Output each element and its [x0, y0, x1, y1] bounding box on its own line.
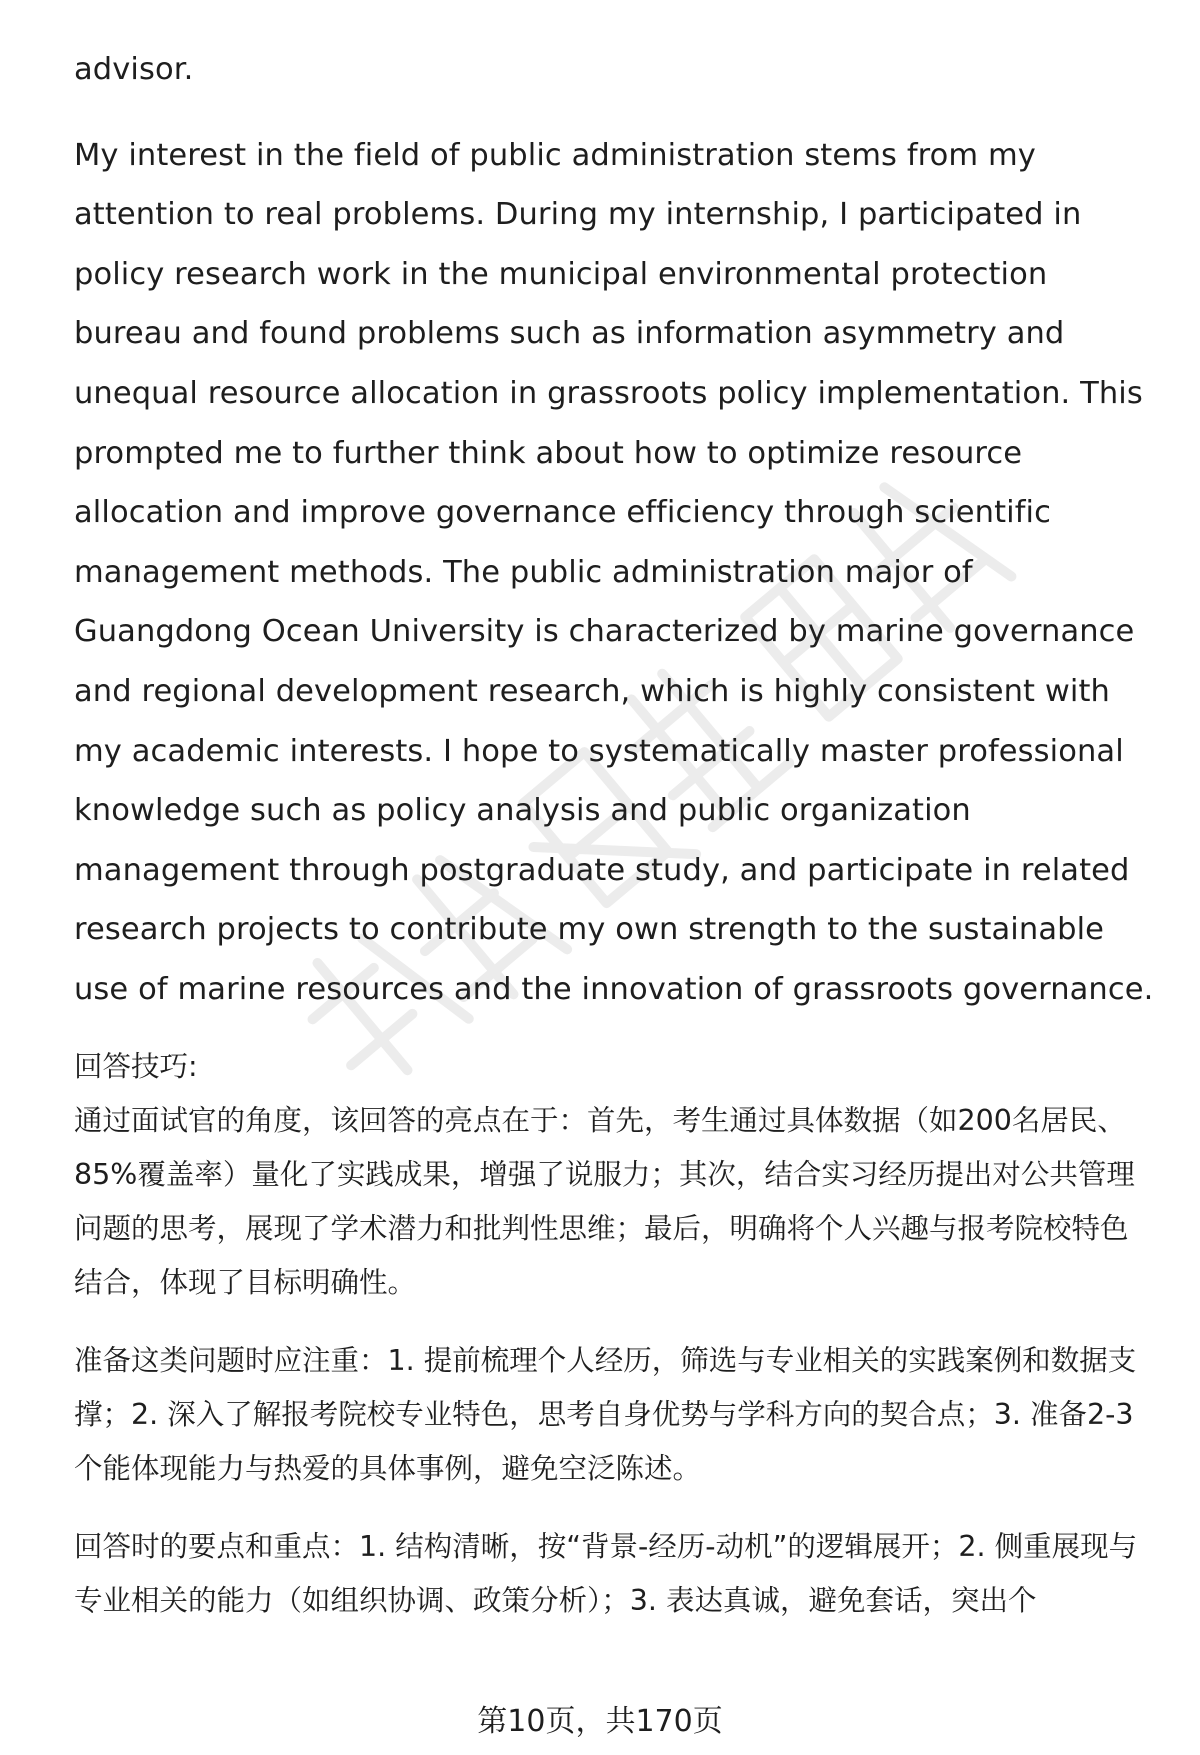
key-points-paragraph: 回答时的要点和重点：1. 结构清晰，按“背景-经历-动机”的逻辑展开；2. 侧重展现与专业相关的能力（如组织协调、政策分析）；3. 表达真诚，避免套话，突出个 — [74, 1529, 1138, 1617]
interest-paragraph: My interest in the field of public administration stems from my attention to real problems. During my internship, I participated in policy research work in the municipal environmental protection bureau and found problems such as information asymmetry and unequal resource allocation in grassroots policy implementation. This prompted me to further think about how to optimize resource allocation and improve governance efficiency through scientific management methods. The public administration major of Guangdong Ocean University is characterized by marine governance and regional development research, which is highly consistent with my academic interests. I hope to systematically master professional knowledge such as policy analysis and public organization management through postgraduate study, and participate in related research projects to contribute my own strength to the sustainable use of marine resources and the innovation of grassroots governance. — [74, 137, 1154, 1007]
opening-fragment: advisor. — [74, 52, 194, 87]
page-number-footer: 第10页，共170页 — [477, 1704, 723, 1739]
document-page — [74, 40, 1154, 1628]
tips-paragraph: 通过面试官的角度，该回答的亮点在于：首先，考生通过具体数据（如200名居民、85%覆盖率）量化了实践成果，增强了说服力；其次，结合实习经历提出对公共管理问题的思考，展现了学术潜力和批判性思维；最后，明确将个人兴趣与报考院校特色结合，体现了目标明确性。 — [74, 1103, 1135, 1299]
preparation-paragraph: 准备这类问题时应注重：1. 提前梳理个人经历，筛选与专业相关的实践案例和数据支撑；2. 深入了解报考院校专业特色，思考自身优势与学科方向的契合点；3. 准备2-3个能体现能力与热爱的具体事例，避免空泛陈述。 — [74, 1343, 1137, 1485]
tips-heading: 回答技巧: — [74, 1049, 198, 1083]
